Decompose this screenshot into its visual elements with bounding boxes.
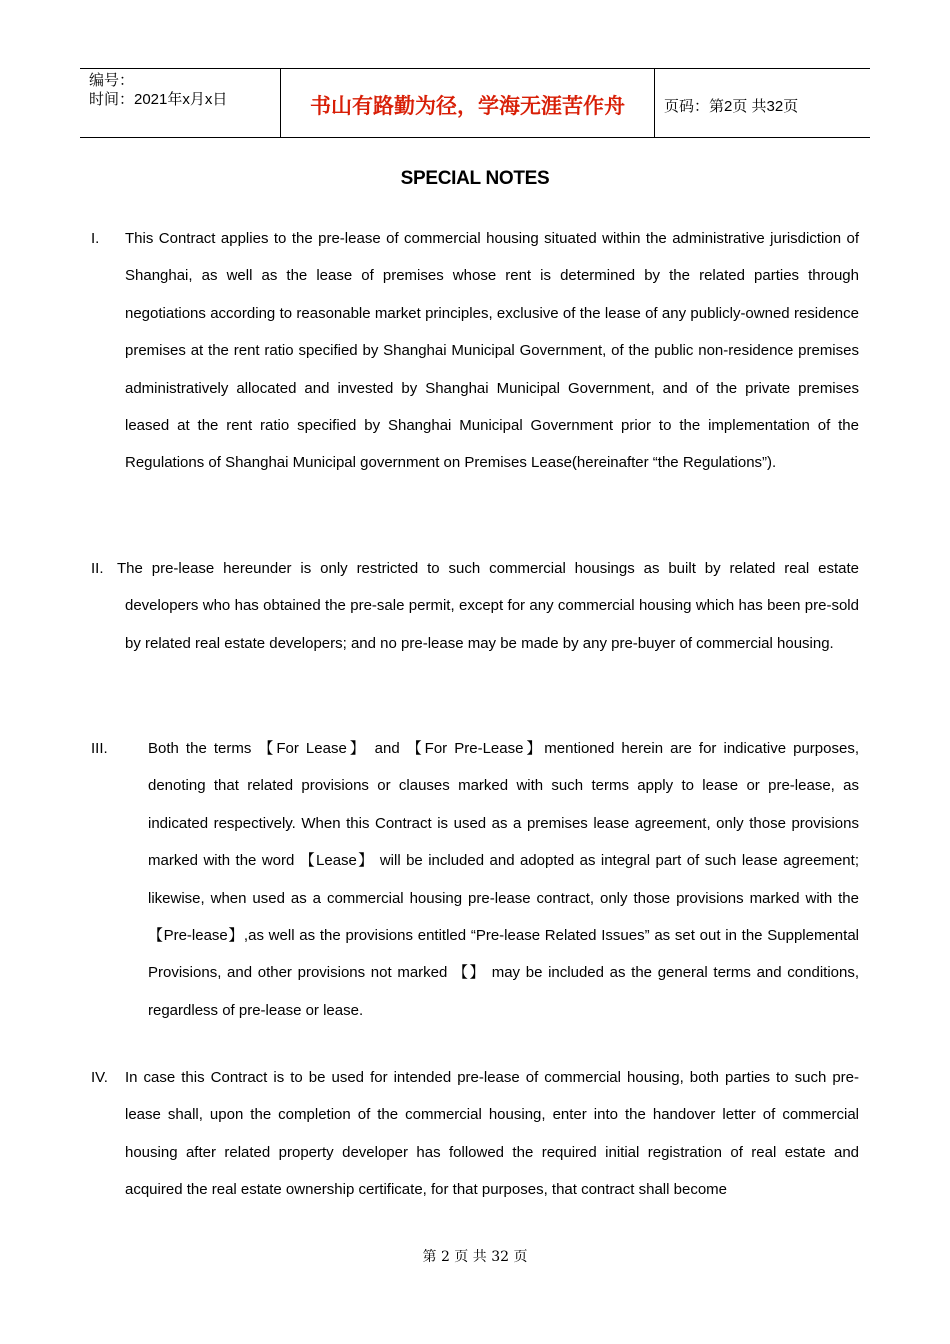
note-number: I. [91, 230, 100, 247]
note-3 [91, 730, 859, 1029]
serial-label: 编号： [89, 72, 135, 89]
note-text: The pre-lease hereunder is only restricted to such commercial housings as built by related real estate developers who has obtained the pre-sale permit, except for any commercial housing which has been pre-sold by related real estate developers; and no pre-lease may be made by any pre-buyer of commercial housing. [117, 560, 859, 652]
header-motto: 书山有路勤为径，学海无涯苦作舟 [281, 69, 655, 137]
page-title: SPECIAL NOTES [400, 168, 550, 189]
page-header [80, 68, 870, 138]
header-page-label: 页码：第2页 共32页 [664, 97, 799, 115]
note-2 [91, 550, 859, 662]
header-meta-cell [80, 69, 281, 137]
note-number: II. [91, 560, 104, 577]
note-1 [91, 220, 859, 482]
note-4 [91, 1059, 859, 1209]
note-text: This Contract applies to the pre-lease of commercial housing situated within the administrative jurisdiction of Shanghai, as well as the lease of premises whose rent is determined by the related parties through negotiations according to reasonable market principles, exclusive of the lease of any publicly-owned residence premises at the rent ratio specified by Shanghai Municipal Government, of the public non-residence premises administratively allocated and invested by Shanghai Municipal Government, and of the private premises leased at the rent ratio specified by Shanghai Municipal Government prior to the implementation of the Regulations of Shanghai Municipal government on Premises Lease(hereinafter “the Regulations”). [125, 230, 859, 472]
page-footer: 第 2 页 共 32 页 [422, 1249, 528, 1265]
note-text: Both the terms 【For Lease】 and 【For Pre-Lease】mentioned herein are for indicative purposes, denoting that related provisions or clauses marked with such terms apply to lease or pre-lease, as indicated respectively. When this Contract is used as a premises lease agreement, only those provisions marked with the word 【Lease】 will be included and adopted as integral part of such lease agreement; likewise, when used as a commercial housing pre-lease contract, only those provisions marked with the【Pre-lease】,as well as the provisions entitled “Pre-lease Related Issues” as set out in the Supplemental Provisions, and other provisions not marked 【】 may be included as the general terms and conditions, regardless of pre-lease or lease. [148, 740, 859, 1019]
note-number: IV. [91, 1069, 108, 1086]
note-text: In case this Contract is to be used for intended pre-lease of commercial housing, both parties to such pre-lease shall, upon the completion of the commercial housing, enter into the handover letter of commercial housing after related property developer has followed the required initial registration of real estate and acquired the real estate ownership certificate, for that purposes, that contract shall become [125, 1069, 859, 1199]
note-number: III. [91, 740, 108, 757]
date-label: 时间：2021年x月x日 [89, 91, 228, 108]
